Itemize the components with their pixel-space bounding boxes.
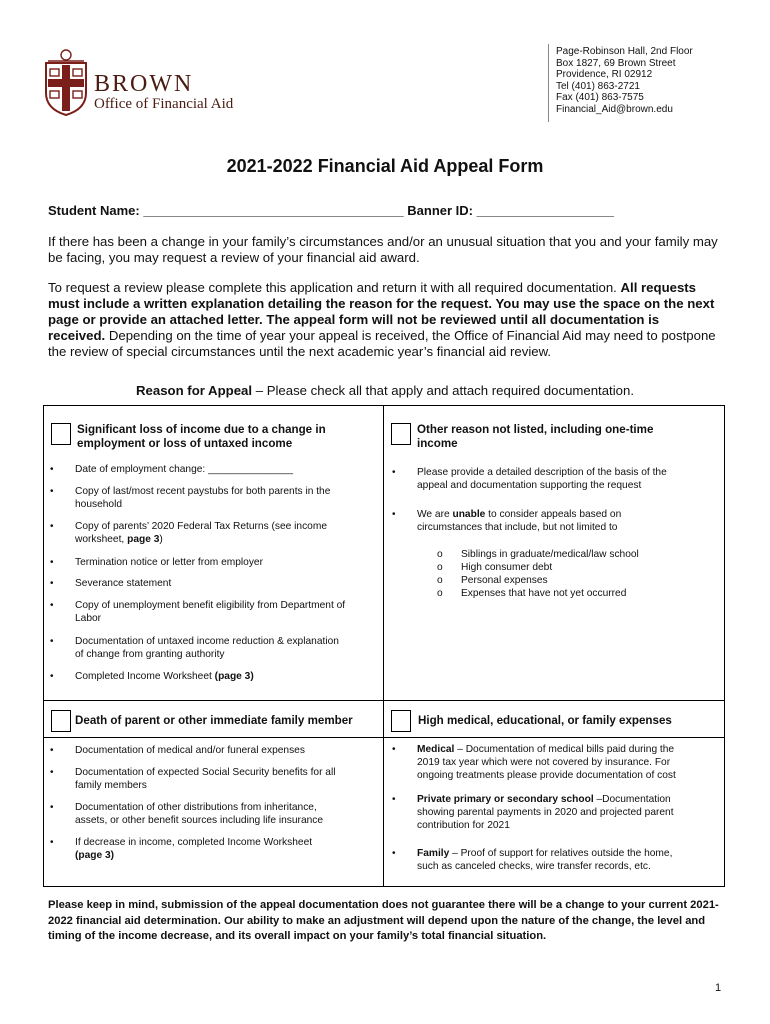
table-divider — [43, 700, 725, 701]
income-title-line: employment or loss of untaxed income — [77, 437, 293, 450]
death-of-parent-checkbox[interactable] — [51, 710, 71, 732]
sub-list-item: o High consumer debt — [437, 562, 553, 573]
sub-list-item: o Personal expenses — [437, 575, 548, 586]
table-divider — [43, 737, 725, 738]
address-email: Financial_Aid@brown.edu — [556, 103, 673, 115]
other-reason-title — [417, 423, 717, 451]
instructions-text: To request a review please complete this application and return it with all required documentation. — [48, 280, 617, 295]
address-line: Providence, RI 02912 — [556, 69, 653, 81]
sub-list-item: o Siblings in graduate/medical/law school — [437, 549, 639, 560]
income-loss-title — [77, 423, 377, 451]
student-name-label: Student Name: — [48, 203, 140, 218]
excluded-circumstances-list — [437, 548, 727, 600]
sub-list-item: o Expenses that have not yet occurred — [437, 588, 627, 599]
brand-name: BROWN — [94, 71, 194, 97]
other-title-line: Other reason not listed, including one-time — [417, 423, 654, 436]
table-divider-vertical — [383, 405, 384, 887]
address-line: Fax (401) 863-7575 — [556, 92, 644, 104]
banner-id-field[interactable]: ___________________ — [476, 203, 614, 218]
other-title-line: income — [417, 437, 458, 450]
student-id-line — [48, 203, 614, 218]
instructions-bold: All requests must include a written explanation detailing the reason for the request. You may use the space on the next page or provide an attached letter. The appeal form will not be reviewed until all documentation is received. — [48, 280, 715, 343]
reason-for-appeal — [0, 383, 770, 398]
death-of-parent-title: Death of parent or other immediate family member — [75, 714, 353, 727]
instructions-paragraph — [48, 280, 718, 360]
banner-id-label: Banner ID: — [407, 203, 473, 218]
high-expenses-title: High medical, educational, or family expenses — [418, 714, 672, 727]
income-title-line: Significant loss of income due to a change in — [77, 423, 326, 436]
instructions-postpone: Depending on the time of year your appeal is received, the Office of Financial Aid may need to postpone the review of special circumstances until the next academic year’s financial aid review. — [48, 328, 716, 359]
disclaimer-note: Please keep in mind, submission of the appeal documentation does not guarantee there will be a change to your current 2021-2022 financial aid determination. Our ability to make an adjustment will depend upon the nature of the change, the level and timing of the income decrease, and its overall impact on your family’s total financial situation. — [48, 899, 719, 942]
income-loss-checkbox[interactable] — [51, 423, 71, 445]
student-name-field[interactable]: ____________________________________ — [143, 203, 404, 218]
brand-subtitle: Office of Financial Aid — [94, 96, 234, 112]
brown-shield-logo — [44, 49, 88, 117]
reason-text: – Please check all that apply and attach required documentation. — [252, 383, 634, 398]
intro-paragraph: If there has been a change in your family’s circumstances and/or an unusual situation that you and your family may be facing, you may request a review of your financial aid award. — [48, 234, 718, 265]
form-title: 2021-2022 Financial Aid Appeal Form — [226, 156, 544, 176]
office-address — [556, 46, 693, 116]
other-reason-checkbox[interactable] — [391, 423, 411, 445]
page-number: 1 — [715, 982, 722, 994]
high-expenses-checkbox[interactable] — [391, 710, 411, 732]
address-line: Box 1827, 69 Brown Street — [556, 57, 676, 69]
address-divider — [548, 44, 549, 122]
address-line: Page-Robinson Hall, 2nd Floor — [556, 46, 693, 57]
address-line: Tel (401) 863-2721 — [556, 80, 640, 92]
reason-label: Reason for Appeal — [136, 383, 253, 398]
